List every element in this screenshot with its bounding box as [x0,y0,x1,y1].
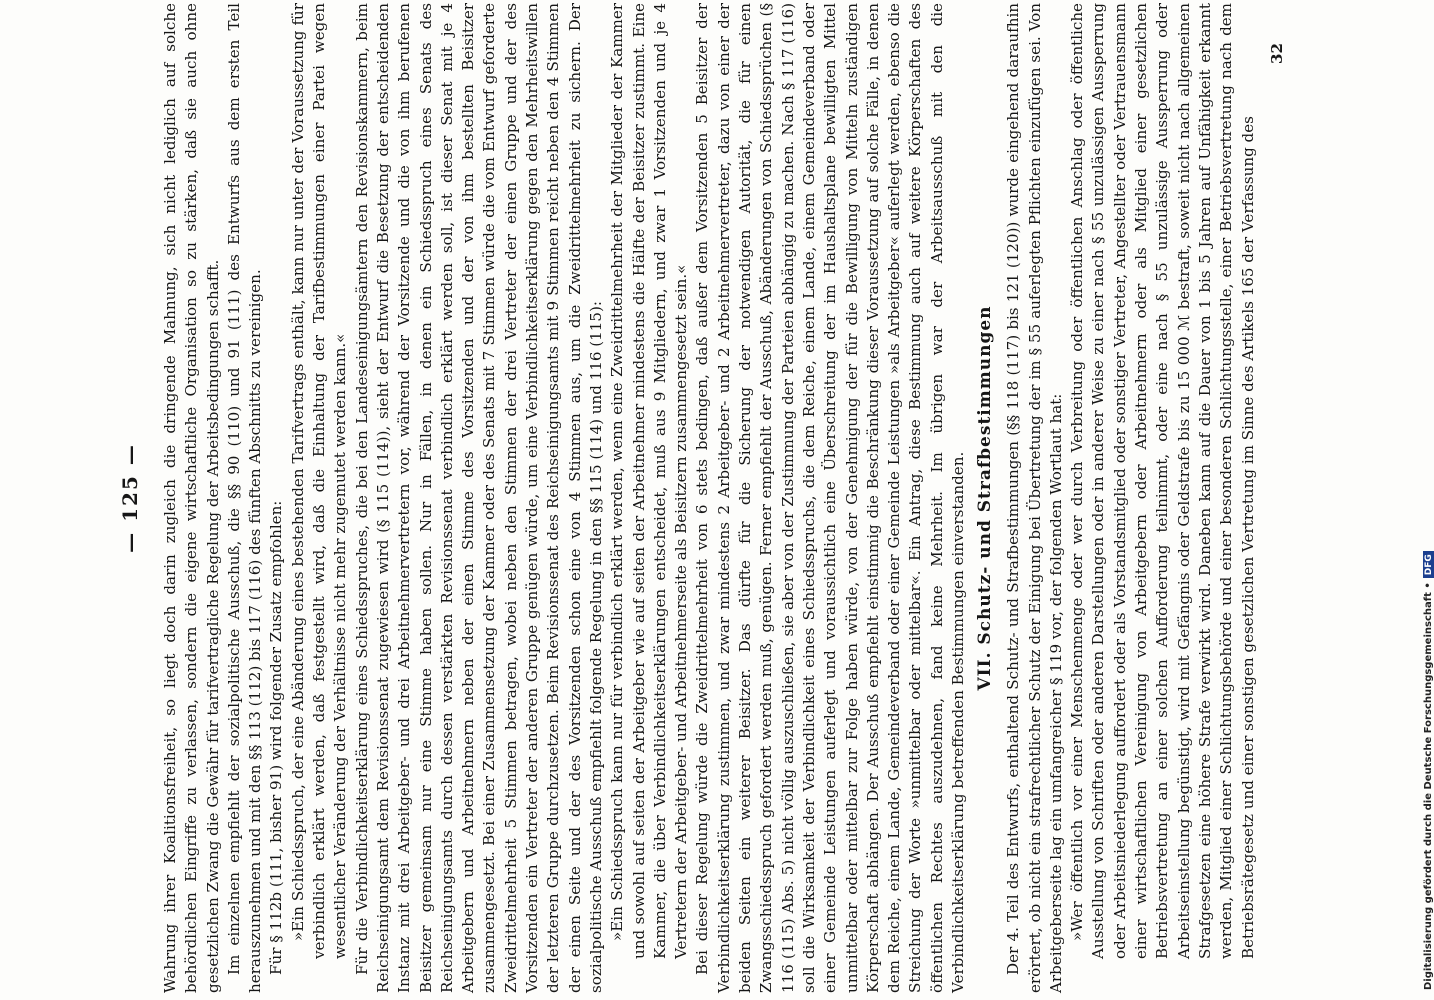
paragraph-2: Im einzelnen empfiehlt der sozialpolitische Ausschuß, die §§ 90 (110) und 91 (111) des Entwurfs aus dem ersten Teil herauszunehmen und mit den §§ 113 (112) bis 117 (116) des fünften Abschnitts zu vereinigen. [224,3,265,993]
page-number: — 125 — [118,443,142,553]
section-heading: VII. Schutz- und Strafbestimmungen [975,305,996,691]
document-page [120,3,1340,993]
paragraph-5: Bei dieser Regelung würde die Zweidrittelmehrheit von 6 stets bedingen, daß außer dem Vorsitzenden 5 Beisitzer der Verbindlichkeitserklärung zustimmen, und zwar mindestens 2 Arbeitgeber- und 2 Arbeitnehmervertreter, dazu von einer der beiden Seiten ein weiterer Beisitzer. Das dürfte für die Sicherung der notwendigen Autorität, die für einen Zwangsschiedsspruch gefordert werden muß, genügen. Ferner empfiehlt der Ausschuß, Abänderungen von Schiedssprüchen (§ 116 (115) Abs. 5) nicht völlig auszuschließen, sie aber von der Zustimmung der Parteien abhängig zu machen. Nach § 117 (116) soll die Wirksamkeit der Verbindlichkeit eines Schiedsspruchs, die dem Reiche, einem Lande, einem Gemeindeverband oder einer Gemeinde Leistungen auferlegt und voraussichtlich eine Überschreitung der im Haushaltsplane bewilligten Mittel unmittelbar oder mittelbar zur Folge haben würde, von der Genehmigung der für die Bewilligung von Mitteln zuständigen Körperschaft abhängen. Der Ausschuß empfiehlt einstimmig die Beschränkung dieser Voraussetzung auf solche Fälle, in denen dem Reiche, einem Lande, Gemeindeverband oder einer Gemeinde Leistungen »als Arbeitgeber« auferlegt werden, ebenso die Streichung der Worte »unmittelbar oder mittelbar«. Ein Antrag, diese Bestimmung auch auf weitere Körperschaften des öffentlichen Rechtes auszudehnen, fand keine Mehrheit. Im übrigen war der Arbeitsausschuß mit den die Verbindlichkeitserklärung betreffenden Bestimmungen einverstanden. [693,3,967,993]
signature-mark: 32 [1267,43,1286,65]
paragraph-6: Der 4. Teil des Entwurfs, enthaltend Schutz- und Strafbestimmungen (§§ 118 (117) bis 121 (120)) wurde eingehend daraufhin erörtert, ob nicht ein strafrechtlicher Schutz der Einigung bei Übertretung der im § 55 auferlegten Pflichten einzufügen sei. Von Arbeitgeberseite lag ein umfangreicher § 119 vor, der folgenden Wortlaut hat: [1004,3,1065,993]
paragraph-4: Für die Verbindlichkeitserklärung eines Schiedsspruches, die bei den Landeseinigungsämtern den Revisionskammern, beim Reichseinigungsamt dem Revisionssenat zugewiesen wird (§ 115 (114)), sieht der Entwurf die Besetzung der entscheidenden Instanz mit drei Arbeitgeber- und drei Arbeitnehmervertretern vor, während der Vorsitzende und die von ihm berufenen Beisitzer gemeinsam nur eine Stimme haben sollen. Nur in Fällen, in denen ein Schiedsspruch eines Senats des Reichseinigungsamts durch dessen verstärkten Revisionssenat verbindlich erklärt werden soll, ist dieser Senat mit je 4 Arbeitgebern und Arbeitnehmern neben der einen Stimme des Vorsitzenden und der von ihm bestellten Beisitzer zusammengesetzt. Bei einer Zusammensetzung der Kammer oder des Senats mit 7 Stimmen würde die vom Entwurf geforderte Zweidrittelmehrheit 5 Stimmen betragen, wobei neben den Stimmen der drei Vertreter der einen Gruppe und der des Vorsitzenden ein Vertreter der anderen Gruppe genügen würde, um eine Verbindlichkeitserklärung gegen den Mehrheitswillen der letzteren Gruppe durchzusetzen. Beim Revisionssenat des Reichseinigungsamts mit 9 Stimmen reicht neben den 4 Stimmen der einen Seite und der des Vorsitzenden schon eine von 4 Stimmen aus, um die Zweidrittelmehrheit zu sichern. Der sozialpolitische Ausschuß empfiehlt folgende Regelung in den §§ 115 (114) und 116 (115): [352,3,605,993]
funding-note [1423,551,1434,990]
quote-2: »Ein Schiedsspruch kann nur für verbindlich erklärt werden, wenn eine Zweidrittelmehrheit der Mitglieder der Kammer und sowohl auf seiten der Arbeitgeber wie auf seiten der Arbeitnehmer mindestens die Hälfte der Beisitzer zustimmt. Eine Kammer, die über Verbindlichkeitserklärungen entscheidet, muß aus 9 Mitgliedern, und zwar 1 Vorsitzenden und je 4 Vertretern der Arbeitgeber- und Arbeitnehmerseite als Beisitzern zusammengesetzt sein.« [608,3,691,959]
dfg-logo: DFG [1423,551,1434,578]
paragraph-1: Wahrung ihrer Koalitionsfreiheit, so liegt doch darin zugleich die dringende Mahnung, sich nicht lediglich auf solche behördlichen Eingriffe zu verlassen, sondern die eigene wirtschaftliche Organisation so zu stärken, daß sie auch ohne gesetzlichen Zwang die Gewähr für tarifvertragliche Regelung der Arbeitsbedingungen schafft. [161,3,222,993]
quote-3: »Wer öffentlich vor einer Menschenmenge oder wer durch Verbreitung oder öffentlichen Anschlag oder öffentliche Ausstellung von Schriften oder anderen Darstellungen oder in anderer Weise zu einer nach § 55 unzulässigen Aussperrung oder Arbeitsniederlegung auffordert oder als Vorstandsmitglied oder sonstiger Vertreter, Angestellter oder Vertrauensmann einer wirtschaftlichen Vereinigung von Arbeitgebern oder Arbeitnehmern oder als Mitglied einer gesetzlichen Betriebsvertretung an einer solchen Aufforderung teilnimmt, oder eine nach § 55 unzulässige Aussperrung oder Arbeitseinstellung begünstigt, wird mit Gefängnis oder Geldstrafe bis zu 15 000 ℳ bestraft, soweit nicht nach allgemeinen Strafgesetzen eine höhere Strafe verwirkt wird. Daneben kann auf die Dauer von 1 bis 5 Jahren auf Unfähigkeit erkannt werden, Mitglied einer Schlichtungsbehörde und einer besonderen Schlichtungsstelle, einer Betriebsvertretung nach dem Betriebsrätegesetz und einer sonstigen gesetzlichen Vertretung im Sinne des Artikels 165 der Verfassung des [1068,3,1257,959]
funding-note-text: Digitalisierung gefördert durch die Deutsche Forschungsgemeinschaft • [1423,582,1434,990]
quote-1: »Ein Schiedsspruch, der eine Abänderung eines bestehenden Tarifvertrags enthält, kann nur unter der Voraussetzung für verbindlich erklärt werden, daß festgestellt wird, daß die Einhaltung der Tarifbestimmungen einer Partei wegen wesentlicher Veränderung der Verhältnisse nicht mehr zugemutet werden kann.« [288,3,350,959]
paragraph-3: Für § 112b (111, bisher 91) wird folgender Zusatz empfohlen: [267,500,286,975]
